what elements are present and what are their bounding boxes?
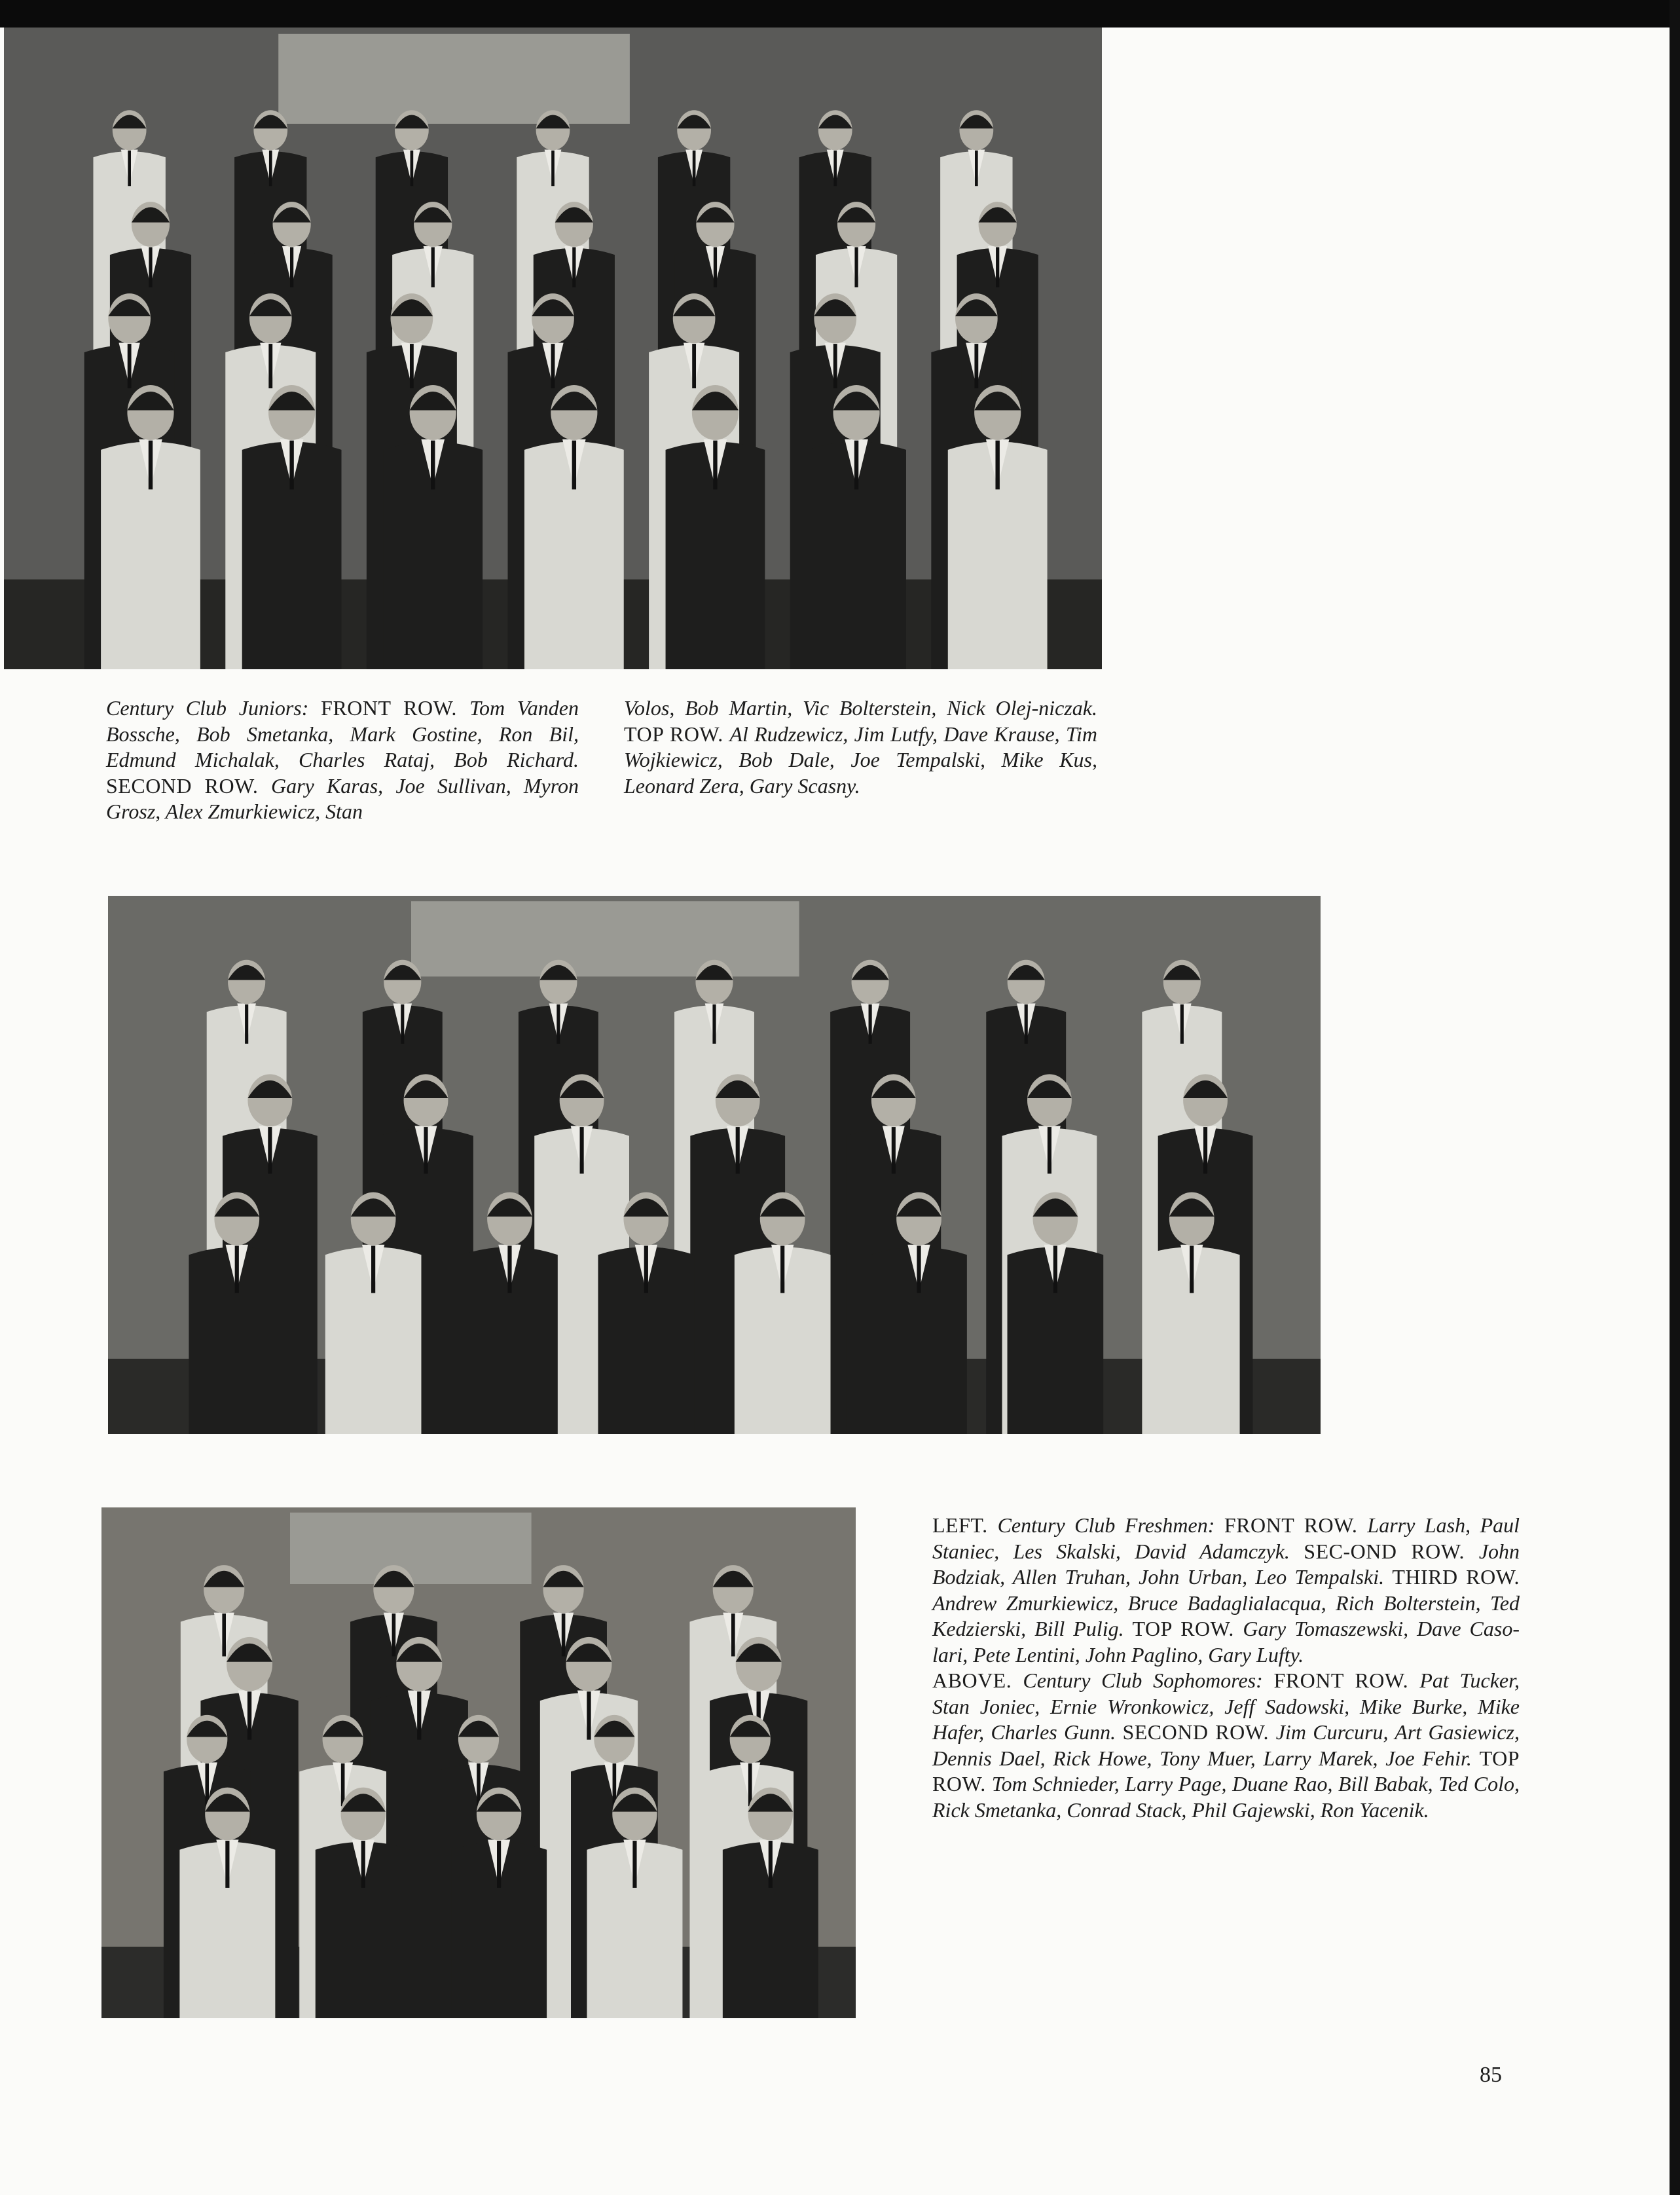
row-heading: TOP ROW.: [1132, 1617, 1243, 1640]
caption-text: Al Rudzewicz, Jim Lutfy, Dave Krause, Tim Wojkiewicz, Bob Dale, Joe Tempalski, Mike Kus, Leonard Zera, Gary Scasny.: [624, 722, 1098, 798]
caption-text: Century Club Juniors:: [106, 696, 321, 720]
row-heading: ABOVE.: [932, 1669, 1023, 1692]
sophomores-group-photo: [108, 896, 1321, 1434]
freshmen-group-photo: [101, 1507, 856, 2018]
row-heading: FRONT ROW.: [1224, 1513, 1368, 1537]
scan-border: [1670, 0, 1680, 2195]
freshmen-sophomores-caption: [932, 1513, 1520, 1823]
juniors-photo-canvas: [4, 28, 1102, 669]
caption-text: Gary Tomaszewski, Dave Caso-lari, Pete Lentini, John Paglino, Gary Lufty.: [932, 1617, 1520, 1667]
freshmen-photo-canvas: [101, 1507, 856, 2018]
caption-text: Pat Tucker, Stan Joniec, Ernie Wronkowicz, Jeff Sadowski, Mike Burke, Mike Hafer, Charles Gunn.: [932, 1669, 1520, 1744]
juniors-caption-col2: [624, 695, 1097, 799]
backdrop-panel: [411, 901, 799, 976]
backdrop-panel: [278, 34, 630, 124]
caption-text: Tom Schnieder, Larry Page, Duane Rao, Bill Babak, Ted Colo, Rick Smetanka, Conrad Stack, Phil Gajewski, Ron Yacenik.: [932, 1772, 1520, 1822]
caption-text: Century Club Sophomores:: [1023, 1669, 1274, 1692]
row-heading: THIRD ROW.: [1392, 1565, 1520, 1589]
caption-text: Larry Lash, Paul Staniec, Les Skalski, David Adamczyk.: [932, 1513, 1520, 1563]
juniors-caption-col1: [106, 695, 579, 825]
caption-text: John Bodziak, Allen Truhan, John Urban, Leo Tempalski.: [932, 1539, 1520, 1589]
caption-text: Andrew Zmurkiewicz, Bruce Badaglialacqua, Rich Bolterstein, Ted Kedzierski, Bill Pulig.: [932, 1591, 1520, 1640]
caption-text: Jim Curcuru, Art Gasiewicz, Dennis Dael, Rick Howe, Tony Muer, Larry Marek, Joe Fehir.: [932, 1720, 1520, 1770]
row-heading: TOP ROW.: [932, 1746, 1520, 1796]
sophomores-photo-canvas: [108, 896, 1321, 1434]
caption-text: Volos, Bob Martin, Vic Bolterstein, Nick Olej-niczak.: [624, 696, 1097, 720]
row-heading: FRONT ROW.: [1273, 1669, 1420, 1692]
row-heading: FRONT ROW.: [321, 696, 470, 720]
row-heading: SEC-OND ROW.: [1304, 1539, 1479, 1563]
page-number: 85: [1480, 2063, 1502, 2087]
juniors-group-photo: [4, 28, 1102, 669]
caption-text: Century Club Freshmen:: [997, 1513, 1224, 1537]
backdrop-panel: [290, 1513, 532, 1584]
row-heading: SECOND ROW.: [1122, 1720, 1276, 1744]
row-heading: SECOND ROW.: [106, 773, 272, 798]
row-heading: TOP ROW.: [624, 722, 730, 746]
caption-text: Gary Karas, Joe Sullivan, Myron Grosz, Alex Zmurkiewicz, Stan: [106, 773, 579, 823]
row-heading: LEFT.: [932, 1513, 998, 1537]
caption-text: Tom Vanden Bossche, Bob Smetanka, Mark Gostine, Ron Bil, Edmund Michalak, Charles Rataj, Bob Richard.: [106, 696, 579, 771]
